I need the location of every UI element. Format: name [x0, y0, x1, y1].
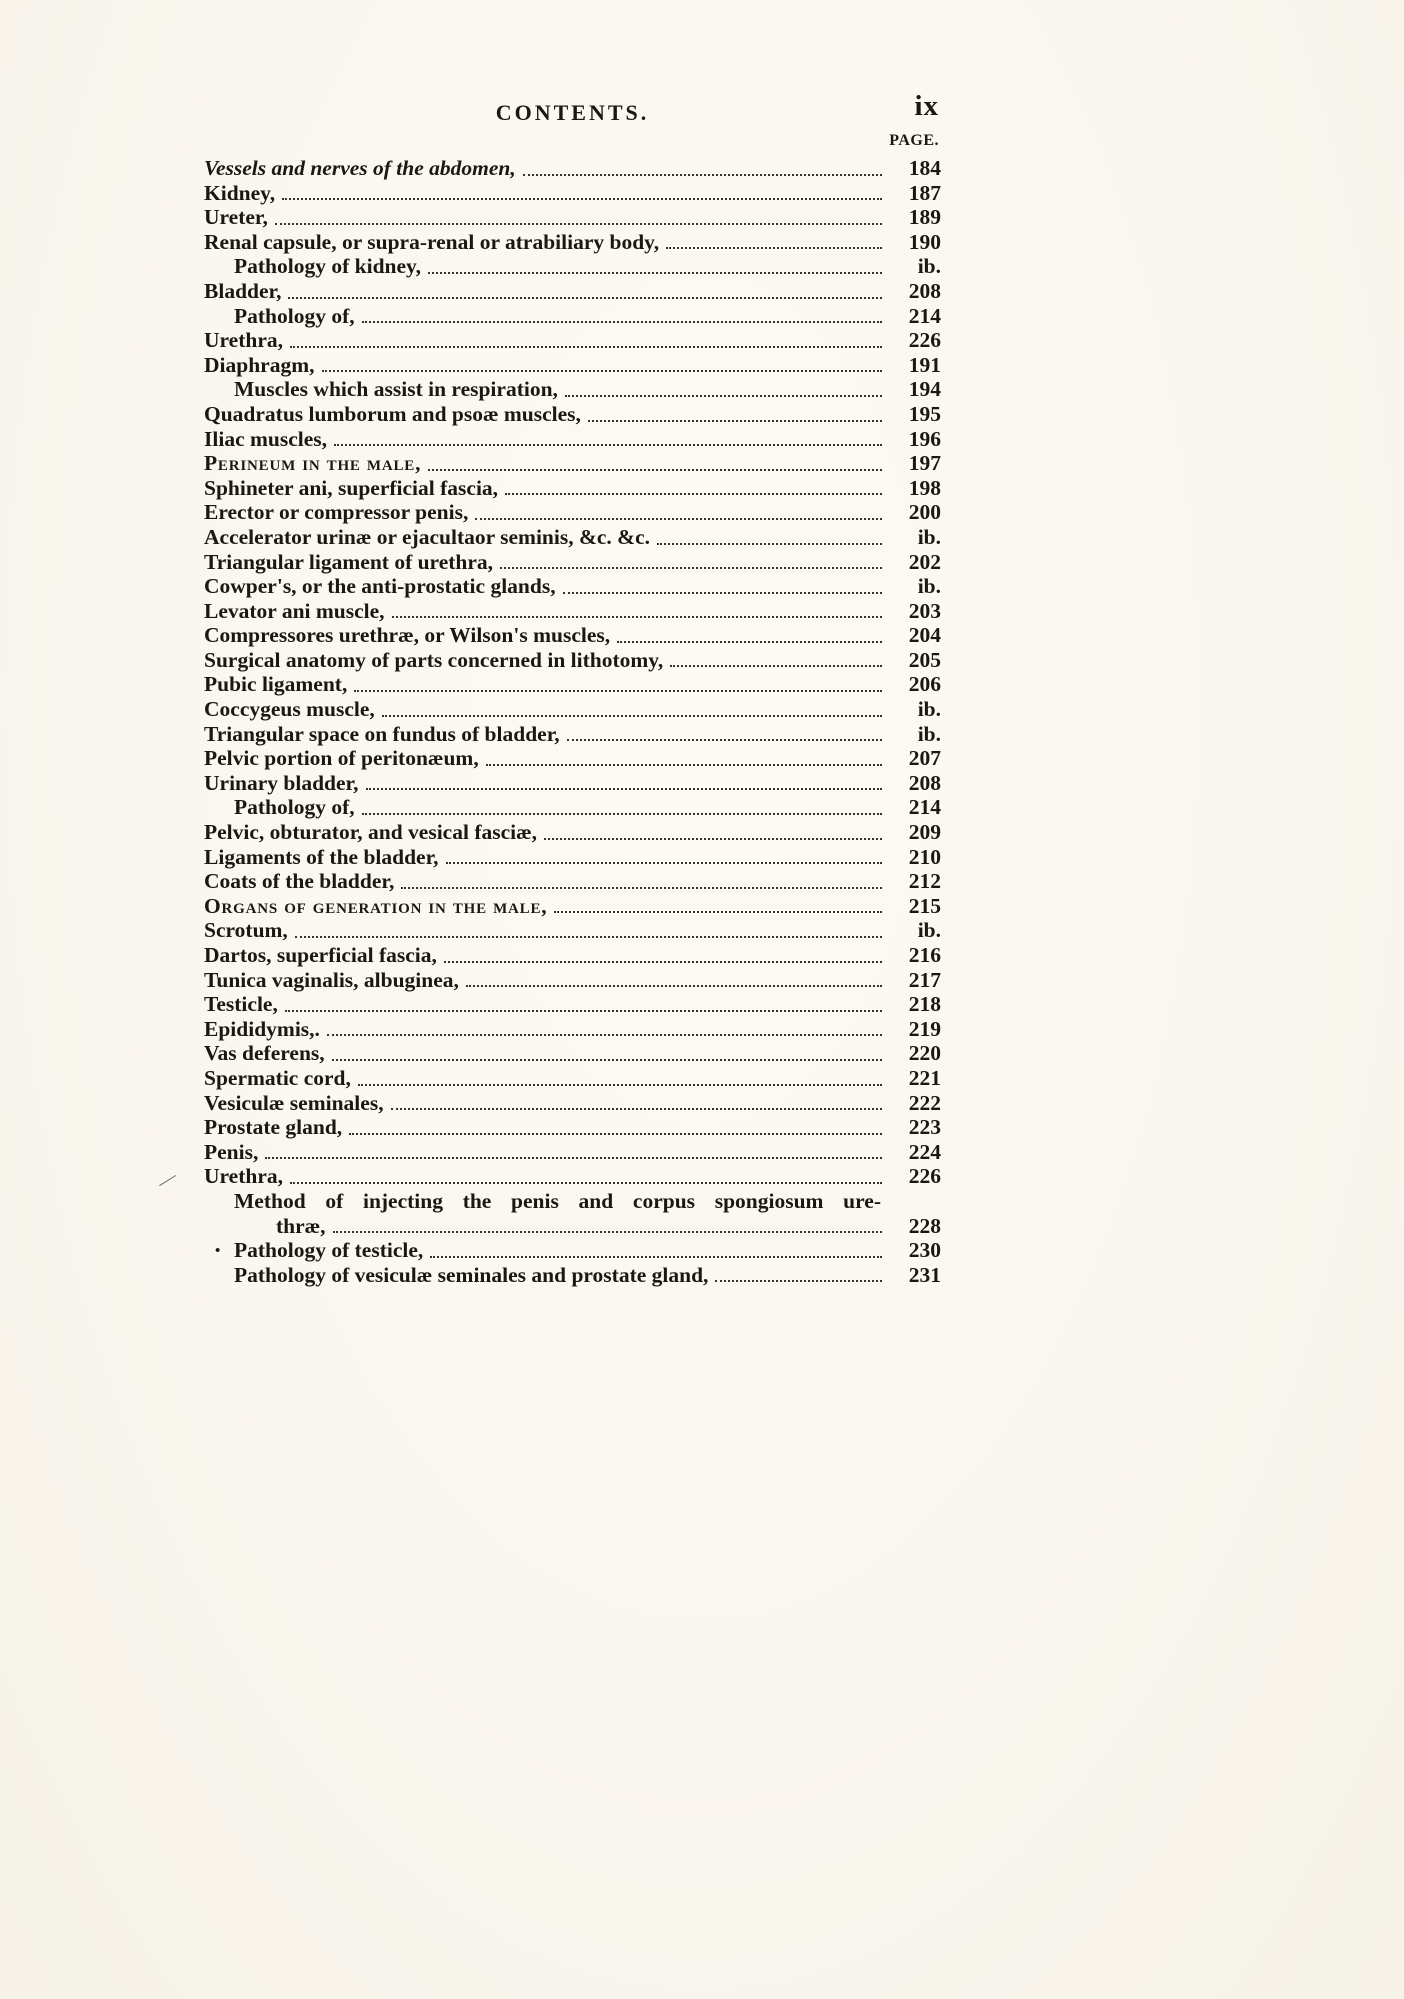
toc-entry	[204, 697, 941, 722]
toc-entry	[204, 623, 941, 648]
page-header	[204, 90, 941, 130]
toc-entry-page: ib.	[917, 721, 941, 746]
toc-entry-title: Scrotum,	[204, 918, 288, 943]
toc-entry-page: 190	[908, 229, 941, 254]
toc-entry-page: 184	[908, 156, 941, 180]
toc-entry-title: Organs of generation in the male,	[204, 893, 548, 918]
toc-entry	[204, 230, 941, 255]
toc-entry-page: 215	[908, 893, 941, 918]
dot-leader	[446, 862, 882, 864]
dot-leader	[430, 1256, 882, 1258]
toc-entry-page: ib.	[917, 254, 941, 279]
dot-leader	[563, 592, 882, 594]
toc-entry-title: Diaphragm,	[204, 352, 315, 377]
toc-entry	[204, 869, 941, 894]
toc-entry-page: 203	[908, 598, 941, 623]
toc-entry	[204, 918, 941, 943]
toc-entry-page: ib.	[917, 524, 941, 549]
dot-leader	[444, 961, 882, 963]
toc-entry-title: Coats of the bladder,	[204, 869, 395, 894]
toc-entry-title: Triangular ligament of urethra,	[204, 549, 494, 574]
dot-leader	[391, 1108, 882, 1110]
toc-entry	[204, 968, 941, 993]
dot-leader	[322, 370, 883, 372]
toc-entry-page: 187	[908, 180, 941, 205]
toc-entry-page: 228	[908, 1213, 941, 1238]
toc-entry-page: 191	[908, 352, 941, 377]
toc-entry-page: 202	[908, 549, 941, 574]
dot-leader	[275, 223, 882, 225]
dot-leader	[657, 543, 882, 545]
toc-entry-title: Tunica vaginalis, albuginea,	[204, 967, 459, 992]
toc-entry	[204, 943, 941, 968]
toc-entry-page: 204	[908, 623, 941, 648]
toc-entry-page: 196	[908, 426, 941, 451]
dot-leader	[334, 444, 882, 446]
toc-entry	[204, 1263, 941, 1288]
dot-leader	[670, 665, 882, 667]
toc-entry-page: 217	[908, 967, 941, 992]
toc-entry	[204, 1214, 941, 1239]
toc-entry-title: Vessels and nerves of the abdomen,	[204, 156, 516, 180]
toc-entry	[204, 1189, 941, 1214]
toc-entry-page: 194	[908, 377, 941, 402]
toc-entry	[204, 648, 941, 673]
toc-entry-page: 205	[908, 647, 941, 672]
toc-entry-title: Urinary bladder,	[204, 770, 359, 795]
toc-entry-page: 207	[908, 746, 941, 771]
toc-entry	[204, 254, 941, 279]
dot-leader	[285, 1010, 882, 1012]
toc-entry-page: 210	[908, 844, 941, 869]
dot-leader	[588, 420, 882, 422]
dot-leader	[505, 493, 882, 495]
toc-entry	[204, 599, 941, 624]
toc-entry-title: Erector or compressor penis,	[204, 500, 469, 525]
toc-entry	[204, 574, 941, 599]
dot-leader	[362, 813, 882, 815]
toc-entry-title: Pathology of kidney,	[234, 254, 421, 279]
folio-number: ix	[914, 90, 939, 122]
toc-entry-title: Epididymis,.	[204, 1016, 320, 1041]
dot-leader	[565, 395, 882, 397]
toc-entry-page: 214	[908, 303, 941, 328]
toc-entry-page: 226	[908, 1164, 941, 1189]
dot-leader	[282, 198, 882, 200]
dot-leader	[554, 911, 882, 913]
toc-entry-title: Muscles which assist in respiration,	[234, 377, 558, 402]
page-content	[153, 90, 941, 1287]
toc-entry	[204, 402, 941, 427]
toc-entry-page: 197	[908, 451, 941, 476]
toc-entry	[204, 205, 941, 230]
toc-entry-page: 231	[908, 1262, 941, 1287]
toc-entry	[204, 451, 941, 476]
toc-entry-title: Renal capsule, or supra-renal or atrabiliary body,	[204, 229, 660, 254]
toc-entry-page: 206	[908, 672, 941, 697]
toc-entry-title: Accelerator urinæ or ejacultaor seminis, &c. &c.	[204, 524, 650, 549]
toc-entry-title: Pelvic, obturator, and vesical fasciæ,	[204, 820, 538, 845]
toc-entry	[204, 820, 941, 845]
toc-entry-page: 222	[908, 1090, 941, 1115]
toc-entry-page: 226	[908, 328, 941, 353]
toc-entry-title: Iliac muscles,	[204, 426, 328, 451]
toc-entry-title: Cowper's, or the anti-prostatic glands,	[204, 574, 556, 599]
dot-leader	[295, 936, 882, 938]
toc-entry	[204, 304, 941, 329]
toc-entry	[204, 1140, 941, 1165]
toc-entry-page: 223	[908, 1115, 941, 1140]
page-title: CONTENTS.	[495, 100, 650, 125]
toc-entry	[204, 353, 941, 378]
dot-leader	[466, 985, 882, 987]
dot-leader	[567, 739, 882, 741]
dot-leader	[666, 247, 882, 249]
toc-entry-page: 221	[908, 1065, 941, 1090]
toc-entry-page: 212	[908, 869, 941, 894]
pencil-mark-icon: —	[153, 1166, 181, 1194]
dot-leader	[428, 469, 882, 471]
toc-entry-page: 214	[908, 795, 941, 820]
dot-leader	[362, 321, 882, 323]
dot-leader	[428, 272, 882, 274]
dot-leader	[382, 715, 882, 717]
toc-entry	[204, 1115, 941, 1140]
toc-entry-title: Compressores urethræ, or Wilson's muscles,	[204, 623, 611, 648]
toc-entry-title: Dartos, superficial fascia,	[204, 943, 437, 967]
toc-entry-title: Ureter,	[204, 205, 268, 230]
toc-entry	[204, 722, 941, 747]
toc-entry	[204, 156, 941, 181]
dot-leader	[358, 1084, 882, 1086]
toc-entry-title: Method of injecting the penis and corpus spongiosum ure-	[234, 1188, 881, 1213]
toc-entry-page: 224	[908, 1139, 941, 1164]
toc-entry-page: ib.	[917, 918, 941, 943]
toc-entry	[204, 181, 941, 206]
toc-entry-title: Vesiculæ seminales,	[204, 1090, 384, 1115]
dot-leader	[333, 1231, 882, 1233]
toc-entry	[204, 746, 941, 771]
toc-entry-page: 220	[908, 1041, 941, 1066]
toc-entry	[204, 1091, 941, 1116]
dot-leader	[401, 887, 882, 889]
toc-entry-title: Perineum in the male,	[204, 451, 422, 476]
toc-entry-page: 195	[908, 401, 941, 426]
toc-entry-title: Pathology of,	[234, 795, 355, 820]
toc-entry	[204, 1238, 941, 1263]
toc-entry	[204, 427, 941, 452]
toc-entry-page: 219	[908, 1016, 941, 1041]
toc-entry-title: Vas deferens,	[204, 1041, 325, 1066]
toc-entry	[204, 377, 941, 402]
toc-entry-page: 198	[908, 475, 941, 500]
toc-entry	[204, 894, 941, 919]
dot-leader	[290, 1182, 882, 1184]
toc-entry	[204, 1017, 941, 1042]
toc-entry-title: Ligaments of the bladder,	[204, 844, 439, 869]
toc-entry-page: 216	[908, 943, 941, 967]
toc-entry-page: ib.	[917, 697, 941, 722]
dot-leader	[617, 641, 882, 643]
dot-leader	[265, 1157, 882, 1159]
toc-entry-page: 218	[908, 992, 941, 1017]
toc-entry-title: Quadratus lumborum and psoæ muscles,	[204, 401, 581, 426]
toc-entry-title: Spermatic cord,	[204, 1065, 351, 1090]
toc-entry-title: Triangular space on fundus of bladder,	[204, 721, 560, 746]
dot-leader	[544, 838, 882, 840]
toc-entry-title: Kidney,	[204, 180, 276, 205]
dot-mark-icon: •	[215, 1243, 221, 1260]
toc-list	[153, 156, 941, 1287]
toc-entry	[204, 992, 941, 1017]
toc-entry	[204, 1041, 941, 1066]
toc-entry-title: Testicle,	[204, 992, 278, 1017]
toc-entry-page: 200	[908, 500, 941, 525]
toc-entry-title: Pathology of testicle,	[234, 1238, 424, 1263]
dot-leader	[523, 174, 882, 176]
toc-entry-page: 209	[908, 820, 941, 845]
toc-entry-title: Levator ani muscle,	[204, 598, 385, 623]
dot-leader	[327, 1034, 882, 1036]
toc-entry-title: Pathology of vesiculæ seminales and prostate gland,	[234, 1262, 709, 1287]
toc-entry	[204, 525, 941, 550]
dot-leader	[366, 788, 883, 790]
toc-entry-title: Urethra,	[204, 1164, 284, 1189]
toc-entry-page: 208	[908, 770, 941, 795]
toc-entry-title: Bladder,	[204, 278, 282, 303]
dot-leader	[392, 616, 882, 618]
toc-entry-title: Prostate gland,	[204, 1115, 343, 1140]
dot-leader	[332, 1059, 882, 1061]
toc-entry	[204, 672, 941, 697]
dot-leader	[715, 1280, 882, 1282]
dot-leader	[486, 764, 882, 766]
toc-entry-page: 208	[908, 278, 941, 303]
dot-leader	[354, 690, 882, 692]
dot-leader	[290, 346, 882, 348]
dot-leader	[349, 1133, 882, 1135]
toc-entry-title: Penis,	[204, 1139, 259, 1164]
toc-entry	[204, 328, 941, 353]
toc-entry-title: Coccygeus muscle,	[204, 697, 375, 722]
dot-leader	[475, 518, 882, 520]
toc-entry-page: 230	[908, 1238, 941, 1263]
toc-entry	[204, 500, 941, 525]
page-column-label: PAGE.	[889, 132, 939, 149]
toc-entry-title: Pubic ligament,	[204, 672, 348, 697]
toc-entry	[204, 1066, 941, 1091]
toc-entry-title: thræ,	[276, 1213, 326, 1238]
toc-entry	[153, 1164, 941, 1194]
toc-entry-title: Surgical anatomy of parts concerned in lithotomy,	[204, 647, 664, 672]
toc-entry-title: Sphineter ani, superficial fascia,	[204, 475, 499, 500]
toc-entry	[204, 771, 941, 796]
dot-leader	[500, 567, 882, 569]
dot-leader	[288, 297, 882, 299]
toc-entry-page: 189	[908, 205, 941, 230]
toc-entry-title: Pathology of,	[234, 303, 355, 328]
toc-entry	[204, 279, 941, 304]
toc-entry	[204, 476, 941, 501]
toc-entry-title: Urethra,	[204, 328, 284, 353]
toc-entry	[204, 550, 941, 575]
toc-entry-title: Pelvic portion of peritonæum,	[204, 746, 479, 771]
toc-entry	[204, 795, 941, 820]
toc-entry-page: ib.	[917, 574, 941, 599]
toc-entry	[204, 845, 941, 870]
